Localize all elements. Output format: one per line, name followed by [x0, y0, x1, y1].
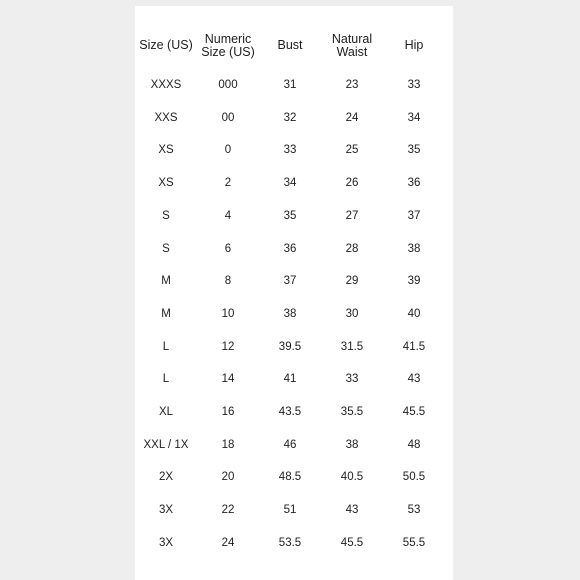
cell-numeric-size: 12 [221, 340, 235, 353]
cell-bust: 37 [283, 275, 297, 288]
cell-bust: 53.5 [278, 536, 302, 549]
cell-hip: 34 [407, 111, 421, 124]
cell-size-us: L [162, 340, 170, 353]
cell-size-us: M [161, 275, 171, 288]
cell-numeric-size: 14 [221, 373, 235, 386]
cell-natural-waist: 33 [345, 373, 359, 386]
cell-hip: 50.5 [402, 471, 426, 484]
cell-size-us: 2X [158, 471, 174, 484]
cell-numeric-size: 000 [218, 79, 238, 91]
cell-hip: 40 [407, 307, 421, 320]
cell-natural-waist: 45.5 [340, 536, 364, 549]
header-numeric-size [193, 33, 263, 59]
cell-hip: 55.5 [402, 536, 426, 549]
cell-bust: 35 [283, 209, 297, 222]
cell-numeric-size: 00 [221, 111, 235, 124]
cell-natural-waist: 23 [345, 79, 359, 91]
cell-natural-waist: 28 [345, 242, 359, 255]
cell-hip: 53 [407, 504, 421, 517]
cell-size-us: 3X [158, 504, 174, 517]
cell-bust: 33 [283, 144, 297, 157]
size-chart-table [135, 6, 453, 580]
cell-hip: 39 [407, 275, 421, 288]
header-natural-waist [317, 33, 387, 59]
cell-numeric-size: 6 [224, 242, 232, 255]
cell-numeric-size: 16 [221, 406, 235, 418]
cell-bust: 43.5 [278, 406, 302, 418]
cell-numeric-size: 8 [224, 275, 232, 288]
cell-bust: 34 [283, 177, 297, 190]
cell-size-us: S [162, 242, 170, 255]
cell-natural-waist: 27 [345, 209, 359, 222]
header-size-us [131, 39, 201, 52]
header-natural-waist-line1: Natural [331, 32, 373, 46]
cell-size-us: XXS [154, 111, 178, 124]
cell-size-us: XXXS [150, 79, 182, 91]
header-hip-line1: Hip [404, 38, 424, 52]
cell-numeric-size: 20 [221, 471, 235, 484]
cell-natural-waist: 29 [345, 275, 359, 288]
cell-numeric-size: 24 [221, 536, 235, 549]
cell-natural-waist: 26 [345, 177, 359, 190]
cell-numeric-size: 22 [221, 504, 235, 517]
cell-bust: 32 [283, 111, 297, 124]
cell-size-us: 3X [158, 536, 174, 549]
cell-size-us: XL [158, 406, 174, 418]
cell-natural-waist: 25 [345, 144, 359, 157]
cell-bust: 39.5 [278, 340, 302, 353]
cell-hip: 36 [407, 177, 421, 190]
cell-natural-waist: 24 [345, 111, 359, 124]
cell-hip: 38 [407, 242, 421, 255]
cell-natural-waist: 40.5 [340, 471, 364, 484]
cell-bust: 51 [283, 504, 297, 517]
cell-numeric-size: 10 [221, 307, 235, 320]
header-numeric-size-line2: Size (US) [201, 45, 255, 59]
cell-numeric-size: 18 [221, 438, 235, 451]
cell-bust: 46 [283, 438, 297, 451]
cell-natural-waist: 30 [345, 307, 359, 320]
cell-natural-waist: 43 [345, 504, 359, 517]
cell-size-us: S [162, 209, 170, 222]
cell-size-us: M [161, 307, 171, 320]
cell-hip: 48 [407, 438, 421, 451]
cell-natural-waist: 31.5 [340, 340, 364, 353]
cell-numeric-size: 4 [224, 209, 232, 222]
cell-hip: 37 [407, 209, 421, 222]
cell-hip: 45.5 [402, 406, 426, 418]
cell-numeric-size: 2 [224, 177, 232, 190]
cell-size-us: L [162, 373, 170, 386]
cell-size-us: XS [158, 177, 174, 190]
cell-bust: 36 [283, 242, 297, 255]
cell-bust: 48.5 [278, 471, 302, 484]
header-hip [379, 39, 449, 52]
cell-hip: 33 [407, 79, 421, 91]
cell-size-us: XXL / 1X [143, 438, 189, 451]
cell-size-us: XS [158, 144, 174, 157]
cell-natural-waist: 35.5 [340, 406, 364, 418]
size-chart-panel [135, 6, 453, 580]
cell-numeric-size: 0 [224, 144, 232, 157]
cell-hip: 35 [407, 144, 421, 157]
header-bust [255, 39, 325, 52]
cell-hip: 41.5 [402, 340, 426, 353]
cell-bust: 31 [283, 79, 297, 91]
header-size-us-line1: Size (US) [139, 38, 193, 52]
header-natural-waist-line2: Waist [336, 45, 368, 59]
header-numeric-size-line1: Numeric [204, 32, 252, 46]
cell-bust: 41 [283, 373, 297, 386]
header-bust-line1: Bust [277, 38, 303, 52]
cell-bust: 38 [283, 307, 297, 320]
cell-hip: 43 [407, 373, 421, 386]
cell-natural-waist: 38 [345, 438, 359, 451]
